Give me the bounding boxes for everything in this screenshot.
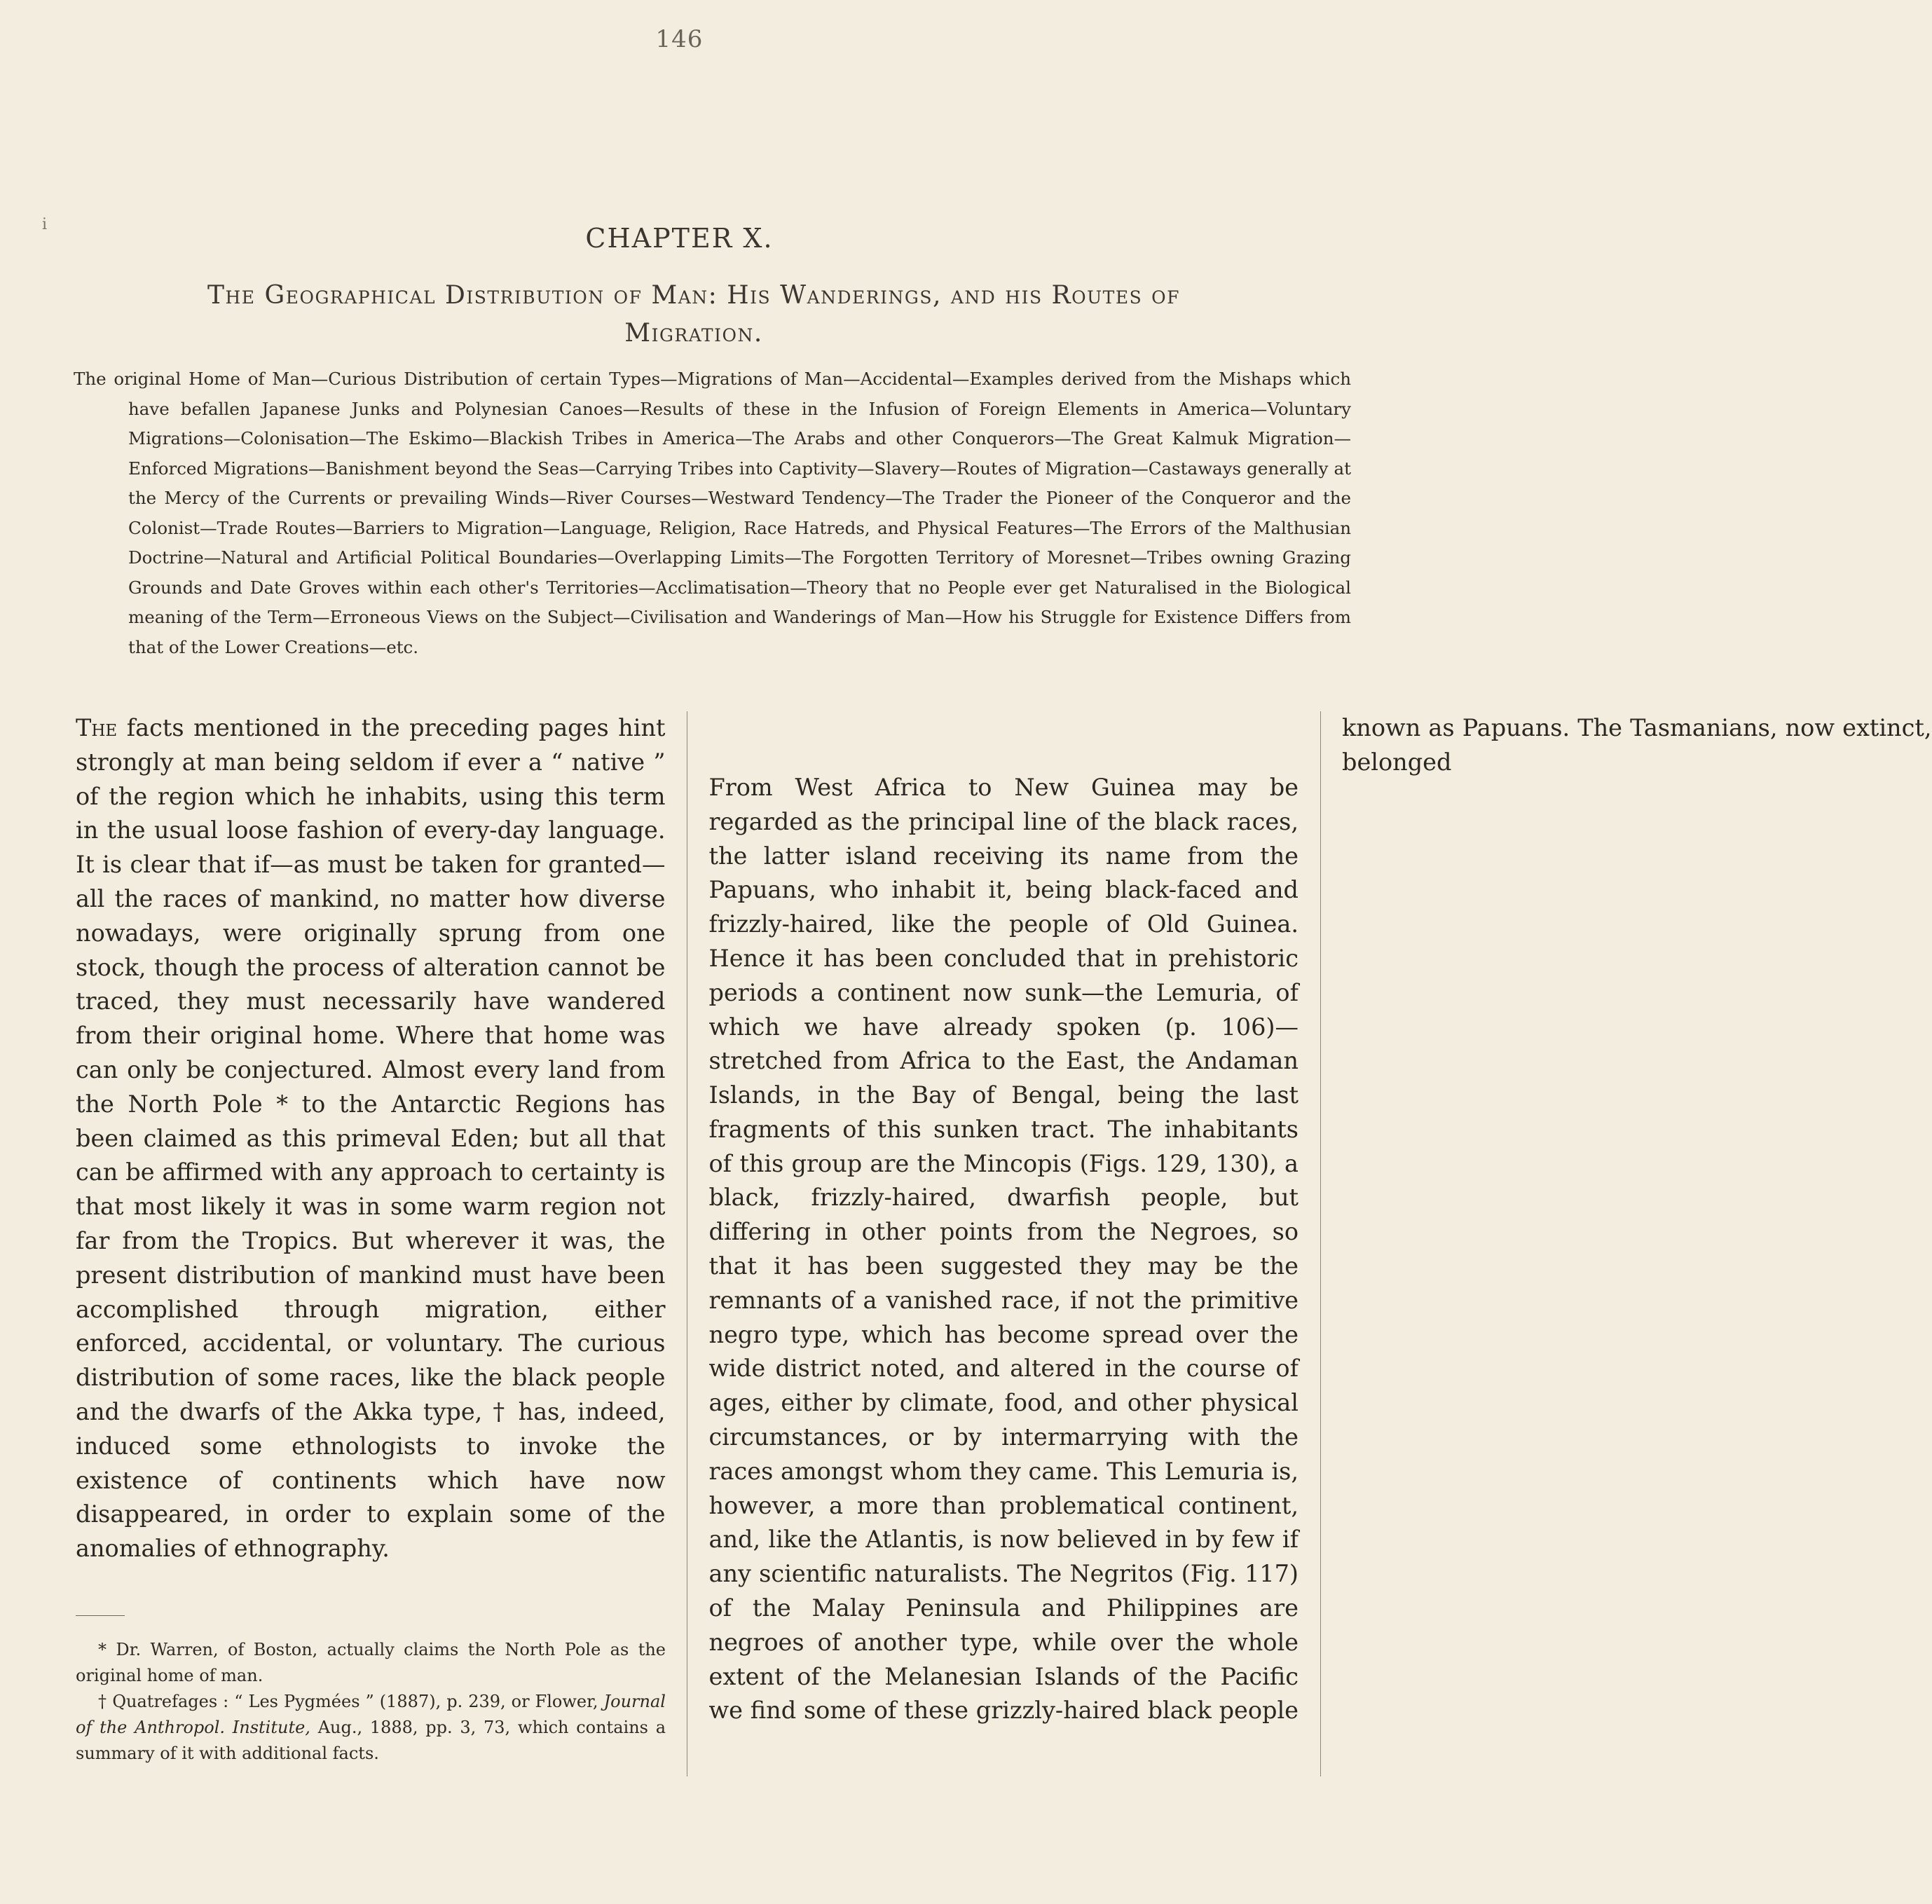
margin-mark: i bbox=[42, 216, 48, 233]
footnote-rule bbox=[76, 1615, 125, 1616]
footnote-2-before: † Quatrefages : “ Les Pygmées ” (1887), p. 239, or Flower, bbox=[98, 1692, 598, 1711]
footnote-1: * Dr. Warren, of Boston, actually claims the North Pole as the original home of man. bbox=[76, 1640, 666, 1685]
paragraph-2: From West Africa to New Guinea may be regarded as the principal line of the black races, the latter island receiving its name from the Papuans, who inhabit it, being black-faced and frizzly-haired, like the people of Old Guinea. Hence it has been concluded that in prehistoric periods a continent now sunk—the Lemuria, of which we have already spoken (p. 106)—stretched from Africa to the East, the Andaman Islands, in the Bay of Bengal, being the last fragments of this sunken tract. The inhabitants of this group are the Mincopis (Figs. 129, 130), a black, frizzly-haired, dwarfish people, but differing in other points from the Negroes, so that it has been suggested they may be the remnants of a vanished race, if not the primitive negro type, which has become spread over the wide district noted, and altered in the course of ages, either by climate, food, and other physical circumstances, or by intermarrying with the races amongst whom they came. This Lemuria is, however, a more than problematical continent, and, like the Atlantis, is now believed in by few if any scientific naturalists. The Negritos (Fig. 117) of the Malay Peninsula and Philippines are negroes of another type, while over the whole extent of the Melanesian Islands of the Pacific we find some of these grizzly-haired black people known as Papuans. The Tasmanians, now extinct, belonged bbox=[708, 714, 1932, 1725]
footnote-2-after: Aug., 1888, pp. 3, 73, which contains a summary of it with additional facts. bbox=[76, 1718, 666, 1763]
paragraph-1 bbox=[76, 711, 666, 1566]
chapter-synopsis: The original Home of Man—Curious Distribution of certain Types—Migrations of Man—Accidental—Examples derived from the Mishaps which have befallen Japanese Junks and Polynesian Canoes—Results of these in the Infusion of Foreign Elements in America—Voluntary Migrations—Colonisation—The Eskimo—Blackish Tribes in America—The Arabs and other Conquerors—The Great Kalmuk Migration—Enforced Migrations—Banishment beyond the Seas—Carrying Tribes into Captivity—Slavery—Routes of Migration—Castaways generally at the Mercy of the Currents or prevailing Winds—River Courses—Westward Tendency—The Trader the Pioneer of the Conqueror and the Colonist—Trade Routes—Barriers to Migration—Language, Religion, Race Hatreds, and Physical Features—The Errors of the Malthusian Doctrine—Natural and Artificial Political Boundaries—Overlapping Limits—The Forgotten Territory of Moresnet—Tribes owning Grazing Grounds and Date Groves within each other's Territories—Acclimatisation—Theory that no People ever get Naturalised in the Biological meaning of the Term—Erroneous Views on the Subject—Civilisation and Wanderings of Man—How his Struggle for Existence Differs from that of the Lower Creations—etc. bbox=[74, 369, 1351, 657]
paragraph-1-text: facts mentioned in the preceding pages hint strongly at man being seldom if ever a “ native ” of the region which he inhabits, using this term in the usual loose fashion of every-day language. It is clear that if—as must be taken for granted—all the races of mankind, no matter how diverse nowadays, were originally sprung from one stock, though the process of alteration cannot be traced, they must necessarily have wandered from their original home. Where that home was can only be conjectured. Almost every land from the North Pole * to the Antarctic Regions has been claimed as this primeval Eden; but all that can be affirmed with any approach to certainty is that most likely it was in some warm region not far from the Tropics. But wherever it was, the present distribution of mankind must have been accomplished through migration, either enforced, accidental, or voluntary. The curious distribution of some races, like the black people and the dwarfs of the Akka type, † has, indeed, induced some ethnologists to invoke the existence of continents which have now disappeared, in order to explain some of the anomalies of ethnography. bbox=[76, 714, 666, 1563]
chapter-title: CHAPTER X. bbox=[585, 223, 774, 254]
chapter-subtitle: The Geographical Distribution of Man: His Wanderings, and his Routes of Migration. bbox=[207, 281, 1181, 348]
page-number: 146 bbox=[655, 25, 704, 53]
footnotes bbox=[76, 1615, 666, 1767]
opening-word: The bbox=[76, 714, 118, 741]
footnote-2 bbox=[76, 1689, 666, 1767]
footnote-2-journal: Journal of the Anthropol. Institute, bbox=[76, 1692, 666, 1737]
